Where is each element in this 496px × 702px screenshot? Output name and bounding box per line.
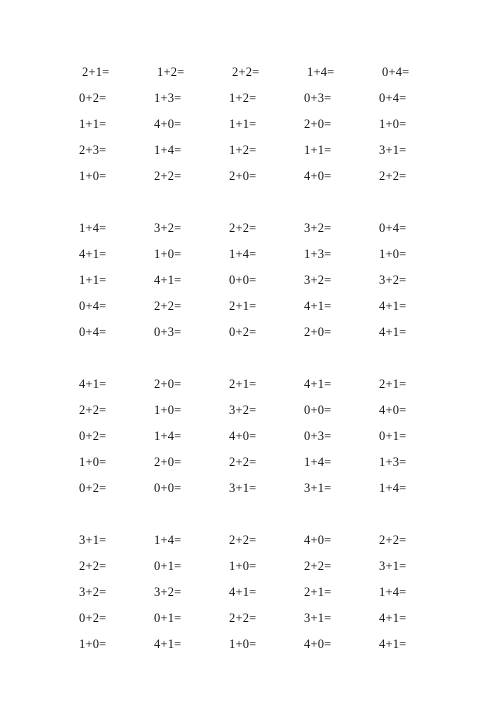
addition-problem: 2+1= — [229, 299, 257, 313]
addition-problem: 1+0= — [229, 637, 257, 651]
addition-problem: 1+4= — [307, 65, 335, 79]
addition-problem: 3+1= — [229, 481, 257, 495]
addition-problem: 1+2= — [229, 91, 257, 105]
addition-problem: 1+4= — [154, 143, 182, 157]
problem-row — [0, 270, 496, 290]
addition-problem: 2+1= — [229, 377, 257, 391]
addition-problem: 4+1= — [79, 247, 107, 261]
addition-problem: 1+0= — [154, 403, 182, 417]
addition-problem: 3+1= — [304, 611, 332, 625]
problem-row — [0, 114, 496, 134]
problem-row — [0, 88, 496, 108]
addition-problem: 1+1= — [304, 143, 332, 157]
addition-problem: 3+1= — [79, 533, 107, 547]
addition-problem: 3+2= — [154, 221, 182, 235]
addition-problem: 2+2= — [229, 221, 257, 235]
addition-problem: 2+3= — [79, 143, 107, 157]
problem-row — [0, 478, 496, 498]
addition-problem: 1+0= — [79, 169, 107, 183]
problem-row — [0, 556, 496, 576]
addition-problem: 0+1= — [154, 611, 182, 625]
addition-problem: 0+2= — [229, 325, 257, 339]
addition-problem: 4+1= — [304, 299, 332, 313]
problem-row — [0, 322, 496, 342]
addition-problem: 1+0= — [79, 637, 107, 651]
problem-row — [0, 530, 496, 550]
addition-problem: 2+0= — [154, 377, 182, 391]
addition-problem: 2+2= — [229, 611, 257, 625]
problem-row — [0, 244, 496, 264]
addition-problem: 3+1= — [379, 559, 407, 573]
addition-problem: 2+2= — [379, 533, 407, 547]
problem-row — [0, 140, 496, 160]
problem-row — [0, 166, 496, 186]
addition-problem: 0+3= — [304, 429, 332, 443]
addition-problem: 2+2= — [229, 455, 257, 469]
addition-problem: 3+2= — [229, 403, 257, 417]
problem-row — [0, 426, 496, 446]
addition-problem: 1+2= — [157, 65, 185, 79]
addition-problem: 0+4= — [382, 65, 410, 79]
addition-problem: 2+2= — [304, 559, 332, 573]
problem-row — [0, 218, 496, 238]
addition-problem: 2+2= — [79, 559, 107, 573]
addition-problem: 2+1= — [82, 65, 110, 79]
addition-problem: 0+2= — [79, 611, 107, 625]
addition-problem: 1+3= — [379, 455, 407, 469]
addition-problem: 3+1= — [304, 481, 332, 495]
addition-problem: 1+3= — [304, 247, 332, 261]
problem-row — [0, 296, 496, 316]
addition-problem: 3+2= — [304, 221, 332, 235]
addition-problem: 1+1= — [229, 117, 257, 131]
addition-problem: 2+0= — [229, 169, 257, 183]
addition-problem: 4+1= — [79, 377, 107, 391]
addition-problem: 2+1= — [304, 585, 332, 599]
addition-problem: 1+4= — [379, 585, 407, 599]
addition-problem: 0+0= — [154, 481, 182, 495]
addition-problem: 0+3= — [304, 91, 332, 105]
addition-problem: 1+0= — [379, 117, 407, 131]
addition-problem: 4+1= — [229, 585, 257, 599]
addition-problem: 4+0= — [154, 117, 182, 131]
addition-problem: 1+0= — [154, 247, 182, 261]
addition-problem: 2+0= — [154, 455, 182, 469]
addition-problem: 0+2= — [79, 91, 107, 105]
addition-problem: 0+0= — [304, 403, 332, 417]
addition-problem: 1+4= — [229, 247, 257, 261]
addition-problem: 4+0= — [304, 533, 332, 547]
addition-problem: 2+2= — [79, 403, 107, 417]
addition-problem: 4+1= — [304, 377, 332, 391]
addition-problem: 4+1= — [154, 273, 182, 287]
addition-problem: 1+4= — [379, 481, 407, 495]
addition-problem: 0+4= — [379, 91, 407, 105]
addition-problem: 1+0= — [79, 455, 107, 469]
addition-problem: 3+1= — [379, 143, 407, 157]
addition-problem: 2+0= — [304, 117, 332, 131]
addition-problem: 0+2= — [79, 429, 107, 443]
problem-row — [0, 634, 496, 654]
addition-problem: 4+1= — [379, 611, 407, 625]
addition-problem: 0+4= — [79, 299, 107, 313]
addition-problem: 2+1= — [379, 377, 407, 391]
addition-problem: 0+1= — [154, 559, 182, 573]
addition-problem: 4+0= — [229, 429, 257, 443]
addition-problem: 1+2= — [229, 143, 257, 157]
problem-row — [0, 62, 496, 82]
addition-problem: 4+1= — [379, 299, 407, 313]
addition-problem: 0+0= — [229, 273, 257, 287]
addition-problem: 2+2= — [232, 65, 260, 79]
problem-row — [0, 400, 496, 420]
addition-problem: 1+1= — [79, 117, 107, 131]
addition-problem: 3+2= — [304, 273, 332, 287]
addition-problem: 1+4= — [154, 429, 182, 443]
problem-row — [0, 582, 496, 602]
addition-problem: 4+1= — [379, 637, 407, 651]
addition-problem: 0+3= — [154, 325, 182, 339]
problem-row — [0, 608, 496, 628]
addition-problem: 1+4= — [79, 221, 107, 235]
addition-problem: 2+2= — [154, 299, 182, 313]
addition-problem: 0+1= — [379, 429, 407, 443]
addition-problem: 3+2= — [379, 273, 407, 287]
addition-problem: 1+1= — [79, 273, 107, 287]
problem-row — [0, 374, 496, 394]
addition-problem: 2+2= — [379, 169, 407, 183]
addition-problem: 0+2= — [79, 481, 107, 495]
addition-problem: 4+0= — [379, 403, 407, 417]
addition-problem: 1+4= — [154, 533, 182, 547]
addition-problem: 2+2= — [229, 533, 257, 547]
problem-row — [0, 452, 496, 472]
addition-problem: 2+2= — [154, 169, 182, 183]
addition-problem: 1+4= — [304, 455, 332, 469]
addition-problem: 3+2= — [154, 585, 182, 599]
addition-problem: 1+0= — [229, 559, 257, 573]
addition-problem: 4+0= — [304, 637, 332, 651]
addition-problem: 3+2= — [79, 585, 107, 599]
addition-problem: 1+0= — [379, 247, 407, 261]
addition-problem: 4+1= — [379, 325, 407, 339]
addition-problem: 4+1= — [154, 637, 182, 651]
addition-problem: 1+3= — [154, 91, 182, 105]
addition-problem: 4+0= — [304, 169, 332, 183]
addition-problem: 0+4= — [79, 325, 107, 339]
addition-problem: 0+4= — [379, 221, 407, 235]
addition-problem: 2+0= — [304, 325, 332, 339]
